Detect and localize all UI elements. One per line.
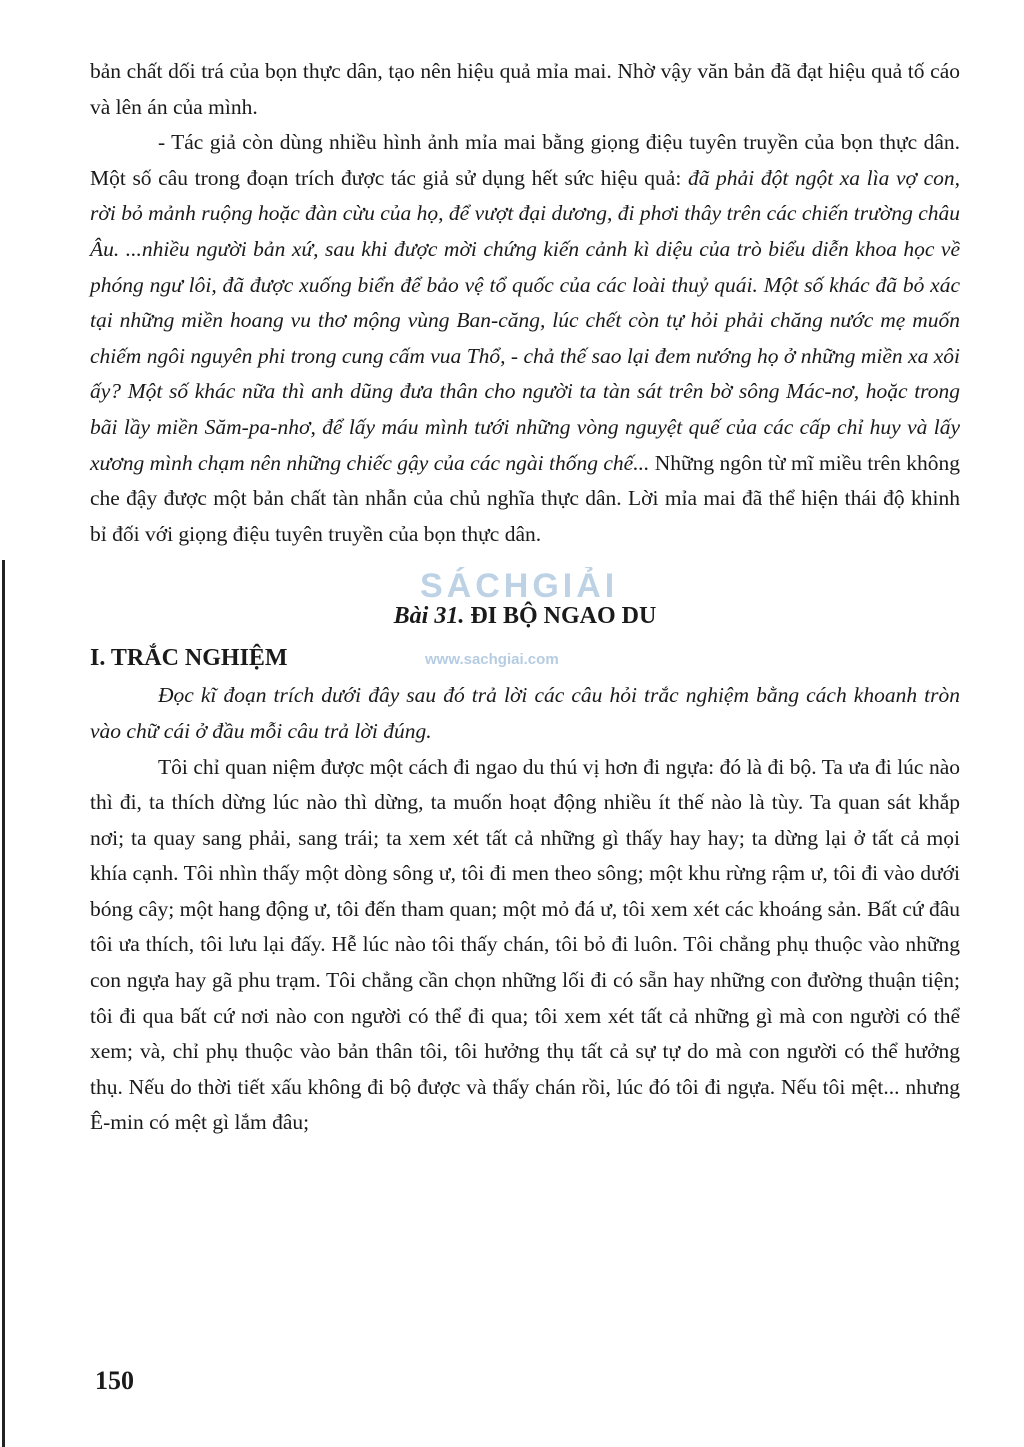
- irony-tail-text: Những ngôn từ mĩ miều trên không che đậy được một bản chất tàn nhẫn của chủ nghĩa thực dân. Lời mỉa mai đã thể hiện thái độ khinh bỉ đối với giọng điệu tuyên truyền của bọn thực dân.: [90, 450, 960, 546]
- watermark-logo: SÁCHGIẢI: [420, 567, 619, 606]
- irony-lead-text: - Tác giả còn dùng nhiều hình ảnh mỉa mai bằng giọng điệu tuyên truyền của bọn thực dân. Một số câu trong đoạn trích được tác giả sử dụng hết sức hiệu quả:: [90, 130, 960, 190]
- section-label: I. TRẮC NGHIỆM: [90, 645, 288, 672]
- lesson-title: [90, 567, 960, 636]
- paragraph-conclusion: bản chất dối trá của bọn thực dân, tạo nên hiệu quả mỉa mai. Nhờ vậy văn bản đã đạt hiệu quả tố cáo và lên án của mình.: [90, 59, 960, 119]
- lesson-name: ĐI BỘ NGAO DU: [470, 603, 657, 630]
- passage-text: Tôi chỉ quan niệm được một cách đi ngao du thú vị hơn đi ngựa: đó là đi bộ. Ta ưa đi lúc nào thì đi, ta thích dừng lúc nào thì dừng, ta muốn hoạt động nhiều ít thế nào là tùy. Ta quan sát khắp nơi; ta quay sang phải, sang trái; ta xem xét tất cả những gì thấy hay hay; ta dừng lại ở tất cả mọi khía cạnh. Tôi nhìn thấy một dòng sông ư, tôi đi men theo sông; một khu rừng rậm ư, tôi đi vào dưới bóng cây; một hang động ư, tôi đến tham quan; một mỏ đá ư, tôi xem xét các khoáng sản. Bất cứ đâu tôi ưa thích, tôi lưu lại đấy. Hễ lúc nào tôi thấy chán, tôi bỏ đi luôn. Tôi chẳng phụ thuộc vào những con ngựa hay gã phu trạm. Tôi chẳng cần chọn những lối đi có sẵn hay những con đường thuận tiện; tôi đi qua bất cứ nơi nào con người có thể đi qua; tôi xem xét tất cả những gì mà con người có thể xem; và, chỉ phụ thuộc vào bản thân tôi, tôi hưởng thụ tất cả sự tự do mà con người có thể hưởng thụ. Nếu do thời tiết xấu không đi bộ được và thấy chán rồi, lúc đó tôi đi ngựa. Nếu tôi mệt... nhưng Ê-min có mệt gì lắm đâu;: [90, 754, 960, 1135]
- watermark-url: www.sachgiai.com: [425, 651, 559, 669]
- page-body: [90, 54, 960, 1141]
- page-edge-line: [2, 560, 5, 1447]
- section-title: [90, 638, 960, 678]
- irony-quote: đã phải đột ngột xa lìa vợ con, rời bỏ mảnh ruộng hoặc đàn cừu của họ, để vượt đại dương, đi phơi thây trên các chiến trường châu Âu. ...nhiều người bản xứ, sau khi được mời chứng kiến cảnh kì diệu của trò biểu diễn khoa học về phóng ngư lôi, đã được xuống biển để bảo vệ tổ quốc của các loài thuỷ quái. Một số khác đã bỏ xác tại những miền hoang vu thơ mộng vùng Ban-căng, lúc chết còn tự hỏi phải chăng nước mẹ muốn chiếm ngôi nguyên phi trong cung cấm vua Thổ, - chả thế sao lại đem nướng họ ở những miền xa xôi ấy? Một số khác nữa thì anh dũng đưa thân cho người ta tàn sát trên bờ sông Mác-nơ, hoặc trong bãi lầy miền Săm-pa-nhơ, để lấy máu mình tưới những vòng nguyệt quế của các cấp chỉ huy và lấy xương mình chạm nên những chiếc gậy của các ngài thống chế...: [90, 165, 960, 475]
- instruction: Đọc kĩ đoạn trích dưới đây sau đó trả lời các câu hỏi trắc nghiệm bằng cách khoanh tròn vào chữ cái ở đầu mỗi câu trả lời đúng.: [90, 683, 960, 743]
- paragraph-irony-analysis: [90, 125, 960, 552]
- page-number: 150: [95, 1366, 134, 1395]
- lesson-number: Bài 31.: [393, 603, 465, 630]
